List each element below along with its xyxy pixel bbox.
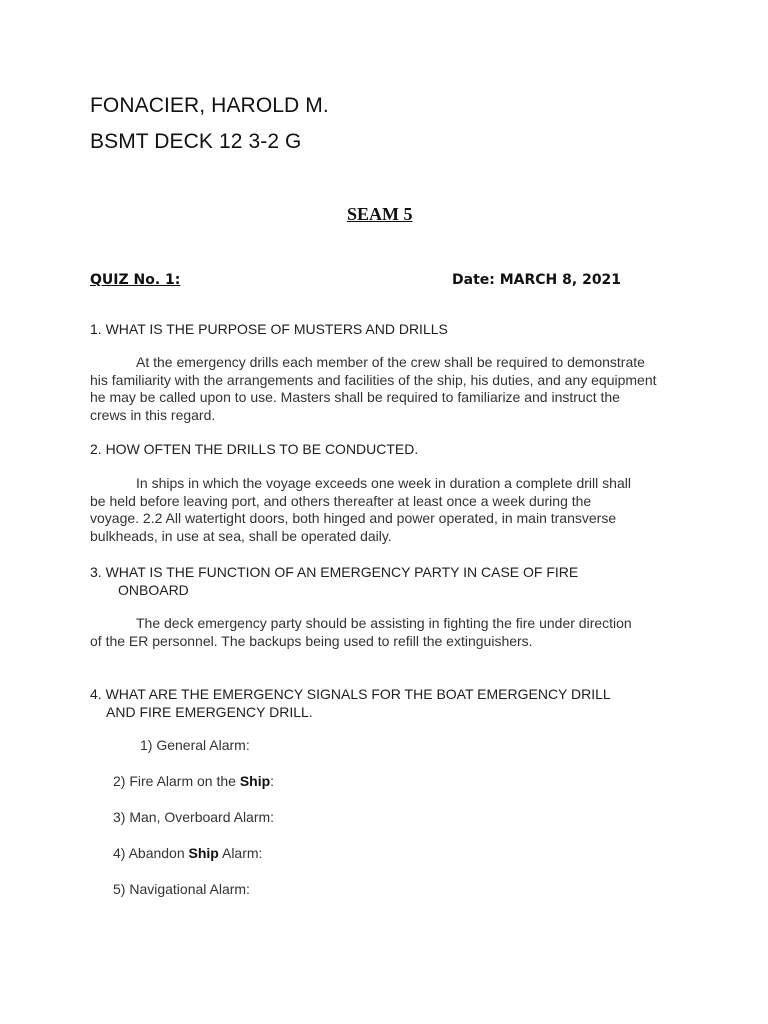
quiz-date: Date: MARCH 8, 2021: [452, 272, 622, 288]
signal-item-1: 1) General Alarm:: [140, 737, 250, 753]
course-section: BSMT DECK 12 3-2 G: [90, 130, 302, 153]
answer-3-line-1: The deck emergency party should be assisting in fighting the fire under direction: [136, 615, 632, 631]
answer-2-line-3: voyage. 2.2 All watertight doors, both hinged and power operated, in main transverse: [90, 510, 617, 526]
answer-2-line-4: bulkheads, in use at sea, shall be operated daily.: [90, 527, 392, 544]
answer-1-line-4: crews in this regard.: [90, 406, 216, 423]
quiz-label: QUIZ No. 1:: [90, 272, 181, 288]
answer-2: [90, 475, 680, 545]
answer-1: [90, 354, 680, 424]
answer-2-line-2: be held before leaving port, and others thereafter at least once a week during the: [90, 492, 592, 509]
signal-item-2: 2) Fire Alarm on the Ship:: [113, 773, 275, 789]
student-name: FONACIER, HAROLD M.: [90, 94, 329, 117]
question-2: 2. HOW OFTEN THE DRILLS TO BE CONDUCTED.: [90, 441, 419, 457]
signal-item-4: 4) Abandon Ship Alarm:: [113, 845, 263, 861]
answer-3-line-2: of the ER personnel. The backups being used to refill the extinguishers.: [90, 632, 533, 649]
question-3: 3. WHAT IS THE FUNCTION OF AN EMERGENCY PARTY IN CASE OF FIRE: [90, 564, 579, 580]
question-4-continued: AND FIRE EMERGENCY DRILL.: [106, 704, 313, 720]
answer-1-line-1: At the emergency drills each member of the crew shall be required to demonstrate: [136, 354, 645, 370]
signal-item-5: 5) Navigational Alarm:: [113, 881, 250, 897]
document-title: SEAM 5: [347, 204, 413, 224]
question-3-continued: ONBOARD: [118, 582, 189, 598]
question-4: 4. WHAT ARE THE EMERGENCY SIGNALS FOR THE BOAT EMERGENCY DRILL: [90, 686, 611, 702]
answer-1-line-3: he may be called upon to use. Masters shall be required to familiarize and instruct the: [90, 389, 620, 405]
answer-3: [90, 615, 680, 650]
signal-item-3: 3) Man, Overboard Alarm:: [113, 809, 275, 825]
question-1: 1. WHAT IS THE PURPOSE OF MUSTERS AND DRILLS: [90, 321, 448, 337]
answer-2-line-1: In ships in which the voyage exceeds one week in duration a complete drill shall: [136, 475, 631, 491]
answer-1-line-2: his familiarity with the arrangements and facilities of the ship, his duties, and any equipment: [90, 371, 657, 388]
